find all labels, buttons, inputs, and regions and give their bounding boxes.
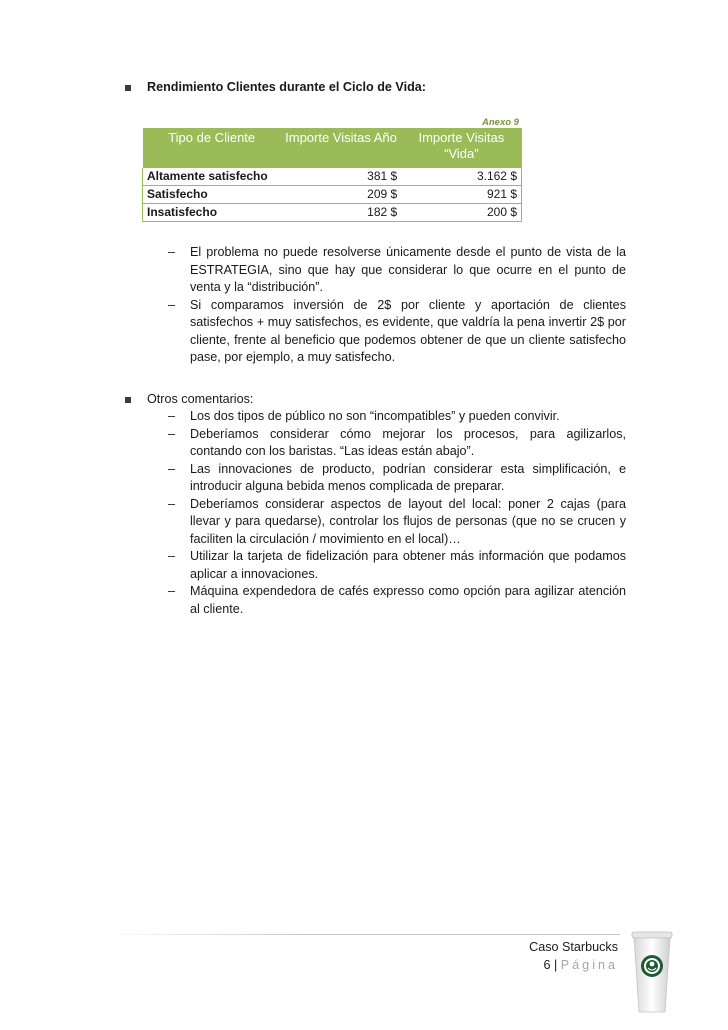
section-heading-rendimiento: Rendimiento Clientes durante el Ciclo de Vida: [147, 80, 426, 94]
dash-bullet-icon: – [168, 297, 176, 312]
list-item-text: Máquina expendedora de cafés expresso como opción para agilizar atención al cliente. [190, 584, 626, 616]
section2-dash-list [168, 408, 626, 618]
table-row [143, 204, 522, 222]
table-row [143, 168, 522, 186]
list-item [168, 297, 626, 367]
cell-tipo: Altamente satisfecho [143, 168, 281, 186]
col-header-tipo: Tipo de Cliente [143, 128, 281, 168]
list-item [168, 426, 626, 461]
cell-tipo: Satisfecho [143, 186, 281, 204]
list-item-text: Las innovaciones de producto, podrían considerar esta simplificación, e introducir alguna bebida menos complicada de preparar. [190, 461, 626, 493]
list-item-text: Los dos tipos de público no son “incompatibles” y pueden convivir. [190, 409, 560, 423]
list-item [168, 244, 626, 297]
list-item [168, 461, 626, 496]
customer-value-table [142, 128, 522, 222]
dash-bullet-icon: – [168, 549, 176, 563]
dash-bullet-icon: – [168, 409, 176, 423]
footer-divider [100, 934, 620, 935]
cell-ano: 182 $ [281, 204, 401, 222]
cell-ano: 209 $ [281, 186, 401, 204]
dash-bullet-icon: – [168, 245, 176, 259]
bullet-square-icon [125, 85, 131, 91]
list-item-text: Si comparamos inversión de 2$ por cliente y aportación de clientes satisfechos + muy satisfechos, es evidente, que valdría la pena invertir 2$ por cliente, frente al beneficio que podemos obtener de que un cliente satisfecho pase, por ejemplo, a muy satisfecho. [190, 297, 626, 364]
page-separator: | [554, 958, 558, 972]
cell-ano: 381 $ [281, 168, 401, 186]
table-header-row [143, 128, 522, 168]
table-row [143, 186, 522, 204]
dash-bullet-icon: – [168, 584, 176, 598]
cell-tipo: Insatisfecho [143, 204, 281, 222]
dash-bullet-icon: – [168, 496, 176, 511]
page-word: Página [560, 958, 618, 972]
list-item-text: El problema no puede resolverse únicamente desde el punto de vista de la ESTRATEGIA, sino que hay que considerar lo que ocurre en el punto de venta y la “distribución”. [190, 245, 626, 294]
footer-title: Caso Starbucks [529, 940, 618, 954]
bullet-square-icon [125, 397, 131, 403]
list-item-text: Deberíamos considerar aspectos de layout del local: poner 2 cajas (para llevar y para quedarse), controlar los flujos de personas (que no se crucen y faciliten la circulación / movimiento en el local)… [190, 496, 626, 546]
col-header-visitas-vida: Importe Visitas “Vida” [401, 128, 521, 168]
list-item-text: Deberíamos considerar cómo mejorar los procesos, para agilizarlos, contando con los baristas. “Las ideas están abajo”. [190, 426, 626, 458]
dash-bullet-icon: – [168, 461, 176, 476]
list-item [168, 408, 626, 426]
dash-bullet-icon: – [168, 426, 176, 441]
list-item [168, 496, 626, 549]
cell-vida: 921 $ [401, 186, 521, 204]
section-heading-otros: Otros comentarios: [147, 392, 254, 406]
section1-dash-list [168, 244, 626, 367]
list-item [168, 583, 626, 618]
list-item [168, 548, 626, 583]
footer-page-number [543, 958, 618, 972]
cell-vida: 200 $ [401, 204, 521, 222]
page-number: 6 [543, 958, 551, 972]
starbucks-cup-icon [630, 930, 674, 1014]
col-header-visitas-ano: Importe Visitas Año [281, 128, 401, 168]
list-item-text: Utilizar la tarjeta de fidelización para obtener más información que podamos aplicar a innovaciones. [190, 549, 626, 581]
cell-vida: 3.162 $ [401, 168, 521, 186]
annex-label: Anexo 9 [482, 117, 519, 128]
